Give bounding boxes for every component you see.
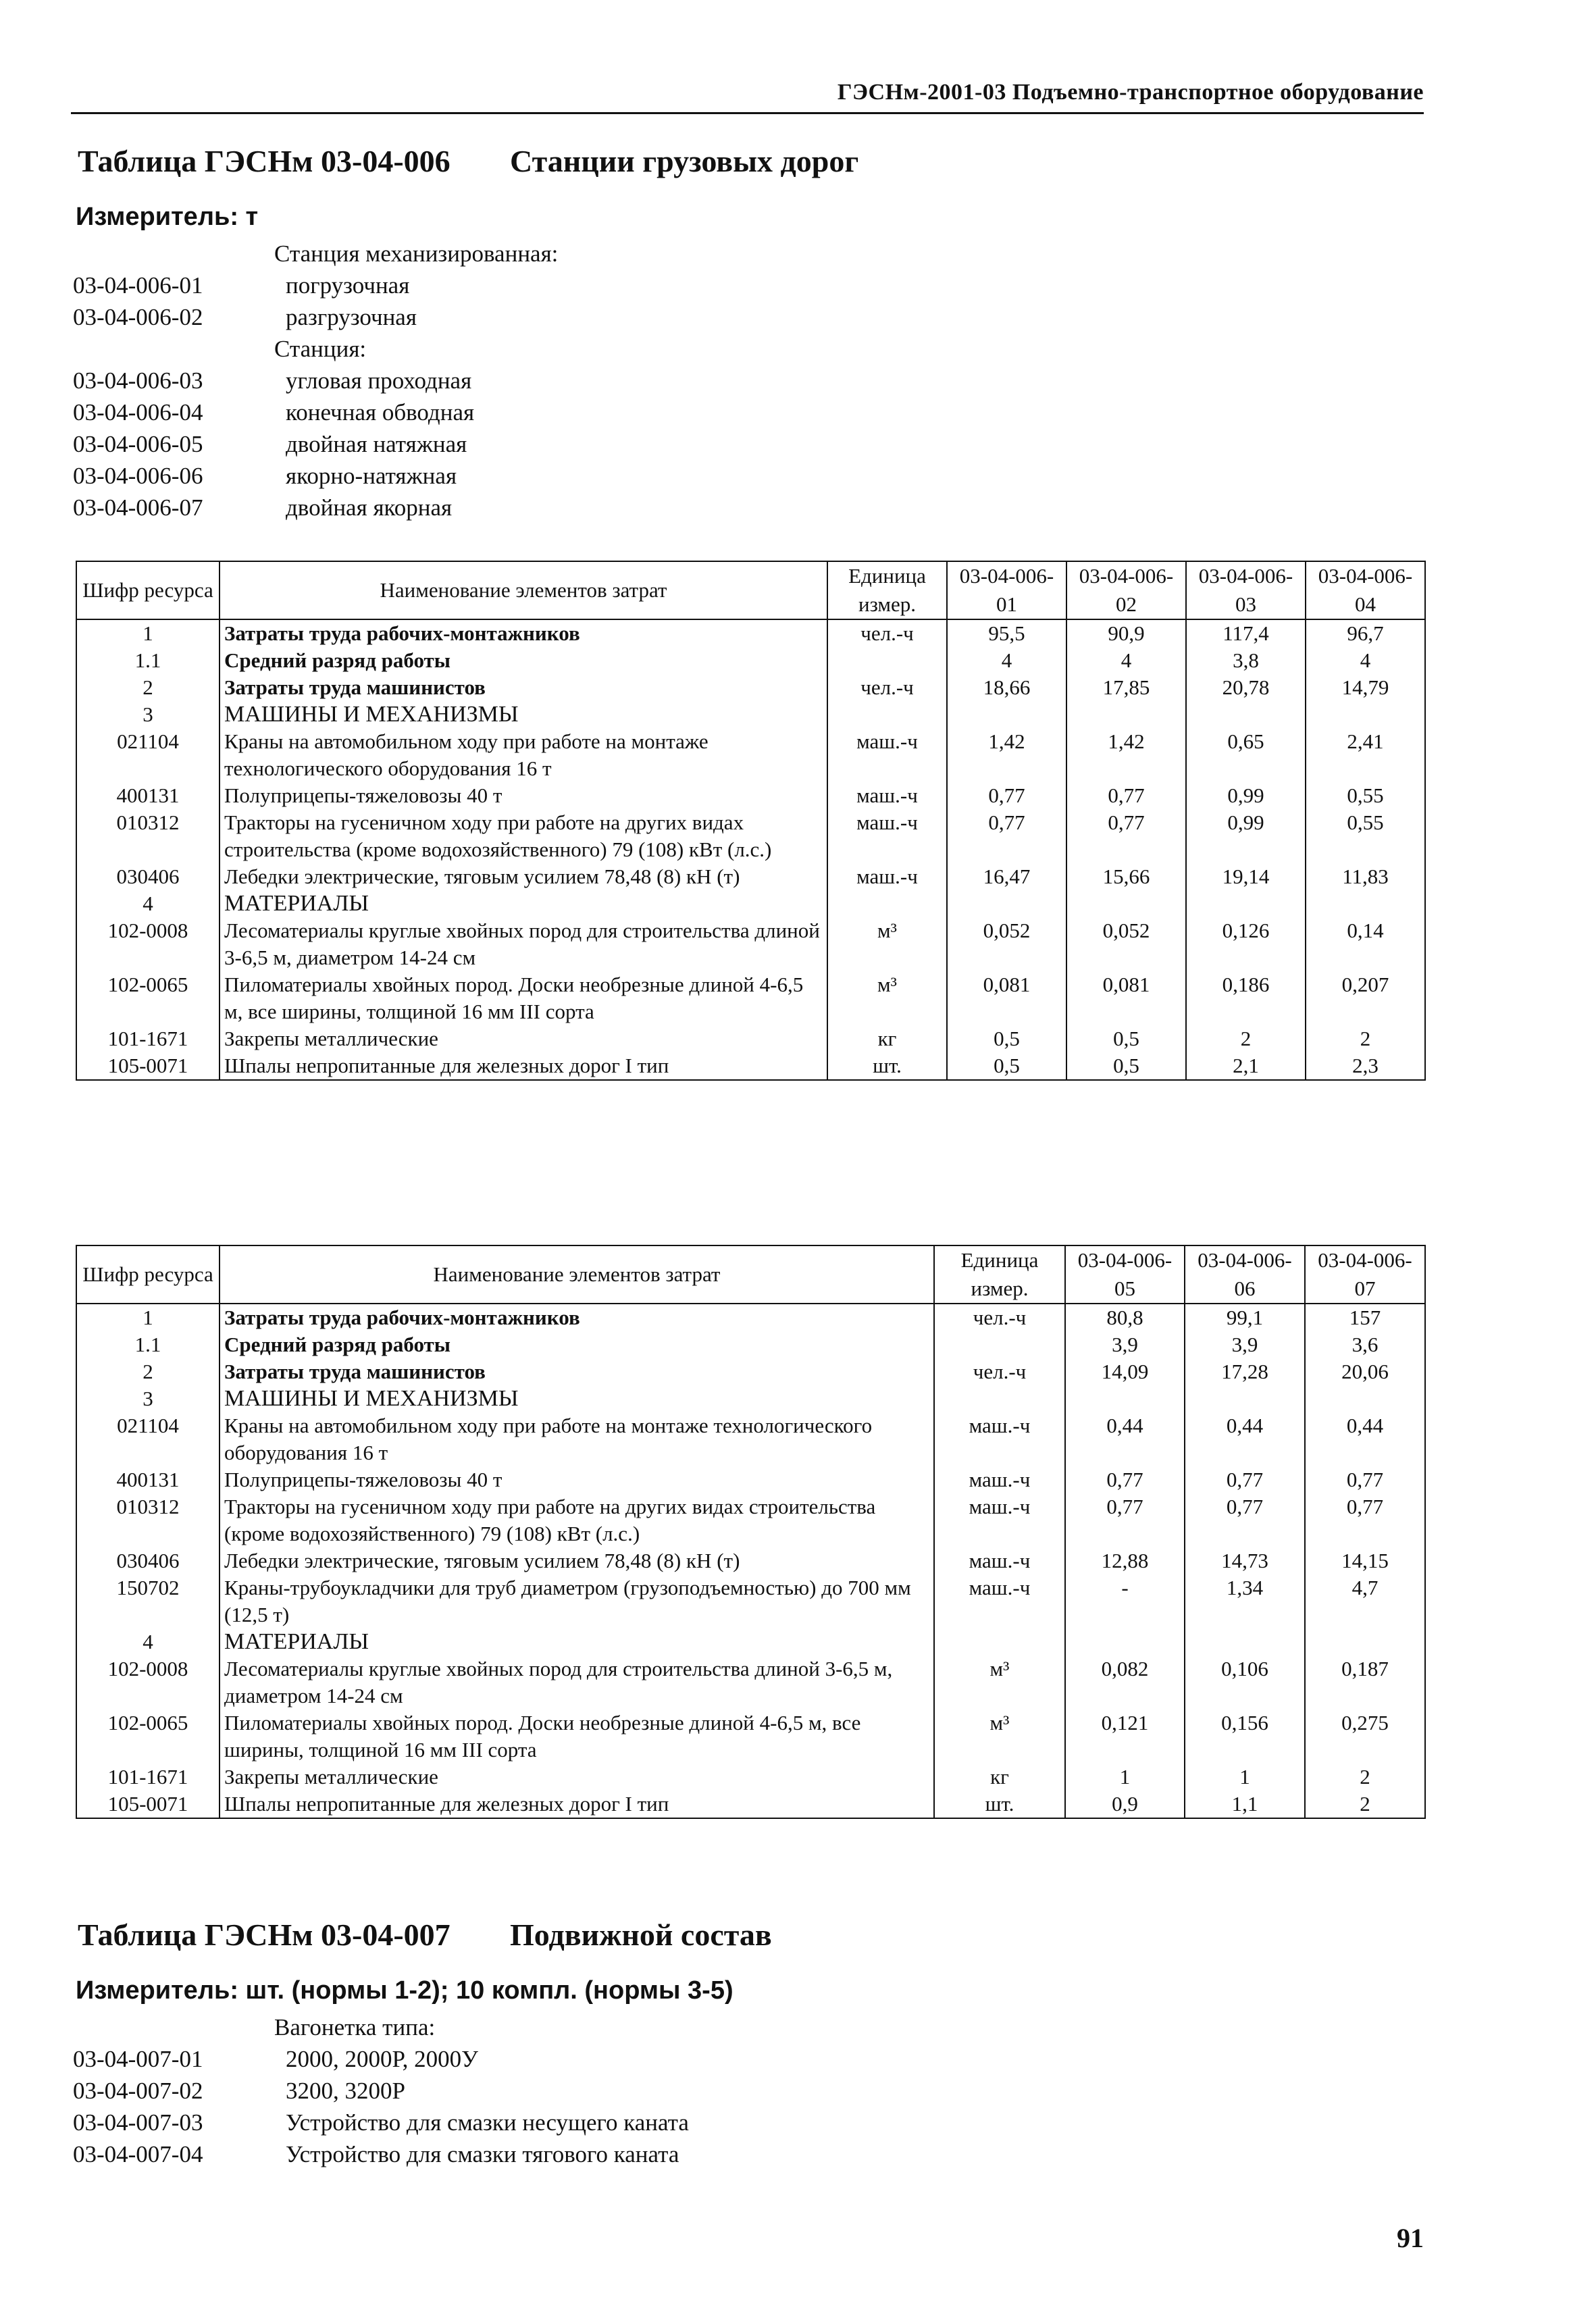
norm-value: 0,106 [1185, 1655, 1305, 1709]
norm-value: 1,42 [947, 728, 1066, 782]
norm-value: 17,28 [1185, 1358, 1305, 1385]
table-row [76, 1709, 1425, 1764]
norm-value [1066, 701, 1186, 728]
norm-value [1305, 1385, 1425, 1412]
norm-value: 20,78 [1186, 674, 1306, 701]
resource-unit: м³ [827, 917, 947, 971]
norm-value: 0,55 [1306, 782, 1425, 809]
norm-value: 0,052 [947, 917, 1066, 971]
resource-name: Средний разряд работы [220, 1331, 934, 1358]
header-divider [71, 112, 1424, 114]
norm-value: 0,121 [1065, 1709, 1185, 1764]
norm-value: 0,156 [1185, 1709, 1305, 1764]
norm-value [1306, 890, 1425, 917]
norm-code: 03-04-006-06 [73, 463, 203, 489]
resource-unit: кг [934, 1764, 1065, 1791]
resource-code: 010312 [76, 1493, 220, 1547]
norm-code: 03-04-006-02 [73, 304, 203, 330]
header-row [76, 1245, 1425, 1304]
norm-group-heading: Станция механизированная: [274, 240, 559, 267]
resource-code: 021104 [76, 728, 220, 782]
resource-unit: м³ [827, 971, 947, 1025]
resource-name: Тракторы на гусеничном ходу при работе на других видах строительства (кроме водохозяйственного) 79 (108) кВт (л.с.) [220, 809, 827, 863]
norm-value: 0,44 [1065, 1412, 1185, 1466]
resource-name: Лебедки электрические, тяговым усилием 78,48 (8) кН (т) [220, 863, 827, 890]
norm-value [947, 701, 1066, 728]
norm-value: 0,99 [1186, 782, 1306, 809]
resource-name: Полуприцепы-тяжеловозы 40 т [220, 1466, 934, 1493]
resource-unit: маш.-ч [934, 1547, 1065, 1574]
norm-name: угловая проходная [286, 367, 472, 394]
norm-value: 3,6 [1305, 1331, 1425, 1358]
norm-value: 0,55 [1306, 809, 1425, 863]
norm-value: 15,66 [1066, 863, 1186, 890]
table-title [78, 1917, 772, 1953]
section-heading: МАШИНЫ И МЕХАНИЗМЫ [220, 1385, 934, 1412]
resource-code: 1.1 [76, 647, 220, 674]
norm-value: 2 [1305, 1791, 1425, 1818]
norm-group-heading: Вагонетка типа: [274, 2014, 436, 2040]
table-row [76, 674, 1425, 701]
norm-value: 4 [1066, 647, 1186, 674]
table-row [76, 647, 1425, 674]
norm-value: 0,77 [1185, 1493, 1305, 1547]
resource-code: 102-0065 [76, 1709, 220, 1764]
resource-unit: шт. [827, 1052, 947, 1080]
resource-unit: м³ [934, 1655, 1065, 1709]
resource-code: 3 [76, 701, 220, 728]
norm-value: 2,41 [1306, 728, 1425, 782]
norm-value: 0,126 [1186, 917, 1306, 971]
norm-value [1186, 890, 1306, 917]
norm-value [1065, 1385, 1185, 1412]
resource-unit: маш.-ч [827, 782, 947, 809]
norm-value: 0,44 [1305, 1412, 1425, 1466]
norm-code: 03-04-007-02 [73, 2078, 203, 2104]
column-header-unit: Единица измер. [827, 561, 947, 619]
resource-unit: чел.-ч [827, 619, 947, 647]
norm-value: 4,7 [1305, 1574, 1425, 1628]
norm-value: 99,1 [1185, 1304, 1305, 1331]
table-row [76, 809, 1425, 863]
table-title [78, 143, 858, 179]
norm-value [1066, 890, 1186, 917]
norm-value: 0,77 [1065, 1466, 1185, 1493]
norm-value: 0,77 [1065, 1493, 1185, 1547]
norm-value: 0,65 [1186, 728, 1306, 782]
resource-unit [827, 701, 947, 728]
table-row [76, 1655, 1425, 1709]
norm-value: 0,99 [1186, 809, 1306, 863]
resource-code: 101-1671 [76, 1764, 220, 1791]
norm-name: 3200, 3200Р [286, 2078, 405, 2104]
resource-unit: маш.-ч [934, 1574, 1065, 1628]
column-header-norm: 03-04-006-02 [1066, 561, 1186, 619]
norm-code: 03-04-007-01 [73, 2046, 203, 2072]
norm-group-heading: Станция: [274, 336, 367, 362]
header-row [76, 561, 1425, 619]
norm-code: 03-04-006-07 [73, 494, 203, 521]
resource-name: Шпалы непропитанные для железных дорог I тип [220, 1052, 827, 1080]
norm-value [947, 890, 1066, 917]
table-row [76, 1304, 1425, 1331]
table-row [76, 971, 1425, 1025]
resource-name: Лесоматериалы круглые хвойных пород для строительства длиной 3-6,5 м, диаметром 14-24 см [220, 917, 827, 971]
resource-unit: чел.-ч [934, 1358, 1065, 1385]
resource-code: 3 [76, 1385, 220, 1412]
table-row [76, 1764, 1425, 1791]
norm-value: 3,9 [1065, 1331, 1185, 1358]
column-header-norm: 03-04-006-06 [1185, 1245, 1305, 1304]
norm-value: 2 [1306, 1025, 1425, 1052]
norm-value: 1,1 [1185, 1791, 1305, 1818]
norm-code: 03-04-006-04 [73, 399, 203, 426]
column-header-norm: 03-04-006-03 [1186, 561, 1306, 619]
norm-value: 0,207 [1306, 971, 1425, 1025]
norm-code: 03-04-006-03 [73, 367, 203, 394]
resource-name: Закрепы металлические [220, 1764, 934, 1791]
norm-value: 0,186 [1186, 971, 1306, 1025]
norm-value: 18,66 [947, 674, 1066, 701]
norm-name: погрузочная [286, 272, 410, 299]
norm-code: 03-04-006-01 [73, 272, 203, 299]
resource-code: 010312 [76, 809, 220, 863]
norm-name: разгрузочная [286, 304, 417, 330]
norm-value: 1 [1065, 1764, 1185, 1791]
table-row [76, 1628, 1425, 1655]
norm-value: 4 [947, 647, 1066, 674]
norm-value: 0,275 [1305, 1709, 1425, 1764]
resource-name: Краны на автомобильном ходу при работе на монтаже технологического оборудования 16 т [220, 1412, 934, 1466]
table-row [76, 782, 1425, 809]
resource-name: Затраты труда машинистов [220, 674, 827, 701]
norm-name: 2000, 2000Р, 2000У [286, 2046, 478, 2072]
norm-value: 0,5 [1066, 1025, 1186, 1052]
norm-value: 0,77 [1185, 1466, 1305, 1493]
resource-name: Затраты труда машинистов [220, 1358, 934, 1385]
resource-unit [934, 1331, 1065, 1358]
section-heading: МАТЕРИАЛЫ [220, 1628, 934, 1655]
norm-value: 0,77 [947, 809, 1066, 863]
norm-value: 1 [1185, 1764, 1305, 1791]
table-code: Таблица ГЭСНм 03-04-007 [78, 1918, 451, 1952]
norm-value: 117,4 [1186, 619, 1306, 647]
norm-value: - [1065, 1574, 1185, 1628]
resource-code: 102-0065 [76, 971, 220, 1025]
measure-unit: Измеритель: т [76, 203, 259, 231]
norm-value [1065, 1628, 1185, 1655]
resource-code: 021104 [76, 1412, 220, 1466]
resource-code: 102-0008 [76, 917, 220, 971]
column-header-norm: 03-04-006-07 [1305, 1245, 1425, 1304]
resource-code: 150702 [76, 1574, 220, 1628]
resource-code: 1 [76, 1304, 220, 1331]
norm-value: 80,8 [1065, 1304, 1185, 1331]
norm-value: 1,34 [1185, 1574, 1305, 1628]
norm-value: 0,44 [1185, 1412, 1305, 1466]
norm-value: 95,5 [947, 619, 1066, 647]
norm-value: 0,14 [1306, 917, 1425, 971]
resource-name: Затраты труда рабочих-монтажников [220, 1304, 934, 1331]
section-heading: МАШИНЫ И МЕХАНИЗМЫ [220, 701, 827, 728]
column-header-norm: 03-04-006-01 [947, 561, 1066, 619]
norm-name: Устройство для смазки несущего каната [286, 2109, 689, 2136]
norm-value: 0,77 [1066, 809, 1186, 863]
table-row [76, 1412, 1425, 1466]
resource-name: Лесоматериалы круглые хвойных пород для строительства длиной 3-6,5 м, диаметром 14-24 см [220, 1655, 934, 1709]
norm-value: 14,73 [1185, 1547, 1305, 1574]
resource-unit: чел.-ч [934, 1304, 1065, 1331]
resource-name: Закрепы металлические [220, 1025, 827, 1052]
resource-unit: маш.-ч [934, 1466, 1065, 1493]
table-row [76, 1574, 1425, 1628]
column-header-code: Шифр ресурса [76, 1245, 220, 1304]
table-row [76, 1052, 1425, 1080]
norm-value: 3,9 [1185, 1331, 1305, 1358]
resource-unit: маш.-ч [827, 728, 947, 782]
norm-name: конечная обводная [286, 399, 475, 426]
table-row [76, 917, 1425, 971]
column-header-name: Наименование элементов затрат [220, 1245, 934, 1304]
resource-unit: кг [827, 1025, 947, 1052]
resource-code: 4 [76, 1628, 220, 1655]
norm-name: двойная натяжная [286, 431, 467, 457]
norm-value: 0,77 [1305, 1493, 1425, 1547]
norm-value: 0,081 [947, 971, 1066, 1025]
table-row [76, 701, 1425, 728]
norm-name: якорно-натяжная [286, 463, 457, 489]
resource-code: 4 [76, 890, 220, 917]
resource-table [76, 1245, 1426, 1819]
resource-code: 030406 [76, 863, 220, 890]
norm-value: 96,7 [1306, 619, 1425, 647]
norm-value: 0,5 [947, 1052, 1066, 1080]
norm-value [1306, 701, 1425, 728]
resource-unit: маш.-ч [827, 863, 947, 890]
norm-code: 03-04-007-04 [73, 2141, 203, 2167]
norm-value: 0,77 [1305, 1466, 1425, 1493]
norm-value: 2,1 [1186, 1052, 1306, 1080]
norm-value [1305, 1628, 1425, 1655]
table-code: Таблица ГЭСНм 03-04-006 [78, 144, 451, 178]
column-header-code: Шифр ресурса [76, 561, 220, 619]
resource-name: Шпалы непропитанные для железных дорог I тип [220, 1791, 934, 1818]
norm-value: 3,8 [1186, 647, 1306, 674]
norm-value: 2,3 [1306, 1052, 1425, 1080]
table-row [76, 728, 1425, 782]
table-row [76, 1493, 1425, 1547]
resource-code: 105-0071 [76, 1791, 220, 1818]
norm-value: 0,5 [1066, 1052, 1186, 1080]
table-row [76, 1466, 1425, 1493]
table-row [76, 1547, 1425, 1574]
norm-value: 0,5 [947, 1025, 1066, 1052]
norm-value [1185, 1385, 1305, 1412]
norm-value: 14,79 [1306, 674, 1425, 701]
norm-value [1186, 701, 1306, 728]
norm-name: Устройство для смазки тягового каната [286, 2141, 679, 2167]
running-header: ГЭСНм-2001-03 Подъемно-транспортное оборудование [837, 80, 1424, 105]
resource-unit: чел.-ч [827, 674, 947, 701]
table-name: Подвижной состав [510, 1918, 772, 1952]
norm-value: 0,052 [1066, 917, 1186, 971]
page-number: 91 [1397, 2223, 1424, 2253]
resource-name: Затраты труда рабочих-монтажников [220, 619, 827, 647]
resource-name: Тракторы на гусеничном ходу при работе на других видах строительства (кроме водохозяйственного) 79 (108) кВт (л.с.) [220, 1493, 934, 1547]
resource-unit: шт. [934, 1791, 1065, 1818]
table-row [76, 890, 1425, 917]
column-header-norm: 03-04-006-05 [1065, 1245, 1185, 1304]
measure-unit: Измеритель: шт. (нормы 1-2); 10 компл. (нормы 3-5) [76, 1976, 733, 2005]
resource-code: 1 [76, 619, 220, 647]
norm-name: двойная якорная [286, 494, 453, 521]
resource-name: Краны на автомобильном ходу при работе на монтаже технологического оборудования 16 т [220, 728, 827, 782]
resource-name: Полуприцепы-тяжеловозы 40 т [220, 782, 827, 809]
norm-value: 16,47 [947, 863, 1066, 890]
table-name: Станции грузовых дорог [510, 144, 859, 178]
norm-value: 2 [1186, 1025, 1306, 1052]
resource-unit [827, 890, 947, 917]
resource-name: Пиломатериалы хвойных пород. Доски необрезные длиной 4-6,5 м, все ширины, толщиной 16 мм III сорта [220, 1709, 934, 1764]
norm-value: 157 [1305, 1304, 1425, 1331]
norm-value: 0,082 [1065, 1655, 1185, 1709]
table-row [76, 863, 1425, 890]
table-row [76, 619, 1425, 647]
resource-name: Краны-трубоукладчики для труб диаметром (грузоподъемностью) до 700 мм (12,5 т) [220, 1574, 934, 1628]
resource-unit [934, 1385, 1065, 1412]
column-header-unit: Единица измер. [934, 1245, 1065, 1304]
table-row [76, 1791, 1425, 1818]
norm-value: 4 [1306, 647, 1425, 674]
column-header-name: Наименование элементов затрат [220, 561, 827, 619]
norm-value: 90,9 [1066, 619, 1186, 647]
norm-value: 2 [1305, 1764, 1425, 1791]
resource-table [76, 561, 1426, 1081]
resource-unit: маш.-ч [934, 1412, 1065, 1466]
resource-unit: м³ [934, 1709, 1065, 1764]
norm-value: 0,77 [947, 782, 1066, 809]
resource-code: 400131 [76, 1466, 220, 1493]
resource-code: 2 [76, 1358, 220, 1385]
norm-value: 12,88 [1065, 1547, 1185, 1574]
resource-code: 102-0008 [76, 1655, 220, 1709]
table-row [76, 1385, 1425, 1412]
resource-name: Лебедки электрические, тяговым усилием 78,48 (8) кН (т) [220, 1547, 934, 1574]
norm-value: 0,9 [1065, 1791, 1185, 1818]
resource-name: Средний разряд работы [220, 647, 827, 674]
table-row [76, 1358, 1425, 1385]
resource-code: 1.1 [76, 1331, 220, 1358]
resource-unit: маш.-ч [827, 809, 947, 863]
resource-code: 400131 [76, 782, 220, 809]
section-heading: МАТЕРИАЛЫ [220, 890, 827, 917]
norm-value: 0,187 [1305, 1655, 1425, 1709]
resource-code: 101-1671 [76, 1025, 220, 1052]
norm-value: 20,06 [1305, 1358, 1425, 1385]
norm-value: 14,15 [1305, 1547, 1425, 1574]
norm-value: 17,85 [1066, 674, 1186, 701]
norm-value: 1,42 [1066, 728, 1186, 782]
table-row [76, 1331, 1425, 1358]
norm-value: 0,081 [1066, 971, 1186, 1025]
resource-unit [934, 1628, 1065, 1655]
norm-code: 03-04-007-03 [73, 2109, 203, 2136]
resource-code: 030406 [76, 1547, 220, 1574]
norm-code: 03-04-006-05 [73, 431, 203, 457]
resource-name: Пиломатериалы хвойных пород. Доски необрезные длиной 4-6,5 м, все ширины, толщиной 16 мм III сорта [220, 971, 827, 1025]
resource-unit: маш.-ч [934, 1493, 1065, 1547]
column-header-norm: 03-04-006-04 [1306, 561, 1425, 619]
table-row [76, 1025, 1425, 1052]
norm-value: 0,77 [1066, 782, 1186, 809]
norm-value: 14,09 [1065, 1358, 1185, 1385]
norm-value [1185, 1628, 1305, 1655]
norm-value: 11,83 [1306, 863, 1425, 890]
resource-code: 2 [76, 674, 220, 701]
norm-value: 19,14 [1186, 863, 1306, 890]
resource-unit [827, 647, 947, 674]
resource-code: 105-0071 [76, 1052, 220, 1080]
